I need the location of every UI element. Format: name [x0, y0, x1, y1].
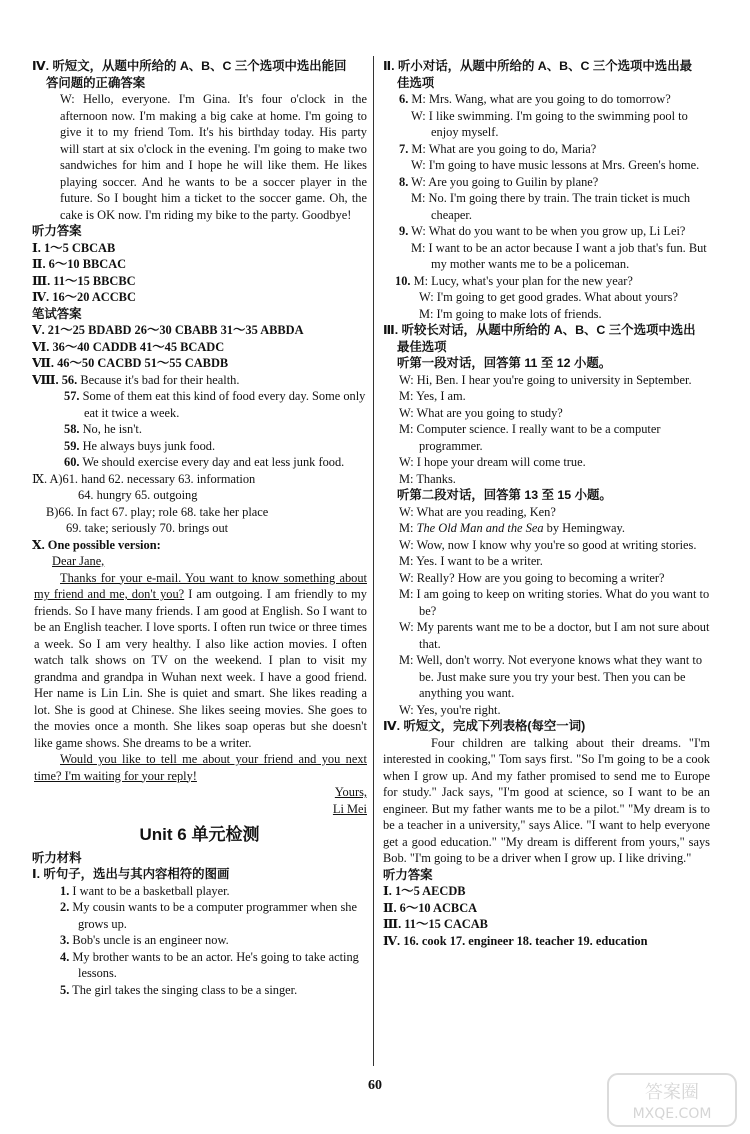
dialog-line: W: My parents want me to be a doctor, but I am not sure about that. [399, 620, 710, 651]
dialog-line: W: Wow, now I know why you're so good at writing stories. [399, 537, 697, 552]
listening-answers-title: 听力答案 [32, 224, 82, 238]
i-item [32, 899, 367, 932]
viii-item-num: 59. [64, 438, 80, 453]
right-column [383, 58, 710, 949]
section-iii-title: Ⅲ. 听较长对话，从题中所给的 A、B、C 三个选项中选出 [383, 323, 696, 337]
section-ii-title-cont: 佳选项 [397, 75, 435, 90]
viii-item-text: Some of them eat this kind of food every day. Some only eat it twice a week. [82, 389, 366, 420]
i-item [32, 982, 367, 999]
letter-greeting-text: Dear Jane, [52, 554, 105, 568]
ii-line-text: W: What do you want to be when you grow up, Li Lei? [411, 224, 686, 238]
dialog2-title: 听第二段对话，回答第 13 至 15 小题。 [397, 488, 612, 502]
letter-sign-name [32, 801, 367, 818]
listening-passage: W: Hello, everyone. I'm Gina. It's four o'clock in the afternoon now. I'm making a big cake at home. I'm going to give it to my friend Tom. It's his birthday today. His party will start at six o'clock in the evening. I'm going to make two sandwiches for him and I hope he will like them. He likes playing soccer. And he wants to be a soccer player in the future. So I bought him a ticket to the soccer game. Oh, the cake is OK now. I'm riding my bike to the party. Goodbye! [60, 92, 367, 222]
column-divider [373, 56, 374, 1066]
ix-line: 64. hungry 65. outgoing [78, 488, 198, 502]
ii-line: M: I want to be an actor because I want a job that's fun. But my mother wants me to be a policeman. [411, 240, 707, 271]
ii-line: W: I like swimming. I'm going to the swimming pool to enjoy myself. [411, 108, 688, 139]
dialog-speaker: M: [399, 521, 417, 535]
ii-line [383, 273, 710, 290]
dialog-line: M: Computer science. I really want to be a computer programmer. [399, 422, 661, 453]
ii-item-num: 7. [399, 141, 409, 156]
answer-line: Ⅱ. 6～10 ACBCA [383, 900, 478, 915]
ii-item-num: 8. [399, 174, 409, 189]
left-column [32, 58, 367, 998]
i-item-text: I want to be a basketball player. [72, 883, 230, 898]
i-item-text: The girl takes the singing class to be a singer. [72, 982, 298, 997]
i-item-text: My brother wants to be an actor. He's going to take acting lessons. [72, 949, 359, 980]
dialog-line: M: Yes. I want to be a writer. [399, 554, 543, 568]
ii-line [383, 141, 710, 158]
i-item-num: 4. [60, 949, 70, 964]
dialog-line [383, 520, 710, 537]
viii-item-num: 60. [64, 455, 80, 469]
i-item-num: 2. [60, 900, 70, 914]
dialog-line: W: Yes, you're right. [399, 702, 501, 717]
letter-sign-yours [32, 784, 367, 801]
answer-line: Ⅰ. 1～5 AECDB [383, 884, 466, 898]
ii-line-text: M: Mrs. Wang, what are you going to do tomorrow? [411, 92, 671, 106]
section-iv-title-cont: 答问题的正确答案 [46, 75, 146, 90]
ii-item [383, 273, 710, 323]
ii-line-text: W: Are you going to Guilin by plane? [411, 174, 599, 189]
dialog-line: M: Yes, I am. [399, 389, 466, 403]
answer-line: Ⅶ. 46～50 CACBD 51～55 CABDB [32, 356, 229, 370]
viii-item [32, 438, 367, 455]
viii-item [32, 388, 367, 421]
answer-line: Ⅰ. 1～5 CBCAB [32, 240, 116, 255]
viii-item-text: He always buys junk food. [82, 438, 216, 453]
ii-line: W: I'm going to get good grades. What about yours? [419, 290, 678, 304]
section-i-title: Ⅰ. 听句子，选出与其内容相符的图画 [32, 867, 230, 881]
i-item-num: 5. [60, 982, 70, 997]
viii-item [32, 421, 367, 438]
sign-yours-text: Yours, [334, 785, 367, 799]
letter-close [32, 751, 367, 784]
ix-line: B)66. In fact 67. play; role 68. take her place [46, 504, 269, 519]
unit-title: Unit 6 单元检测 [139, 825, 260, 844]
dialog-line: W: What are you reading, Ken? [399, 504, 556, 519]
i-item [32, 932, 367, 949]
ii-item [383, 141, 710, 174]
dialog-line: W: Hi, Ben. I hear you're going to university in September. [399, 372, 692, 387]
ii-item [383, 223, 710, 273]
iv-passage: Four children are talking about their dreams. "I'm interested in cooking," Tom says first. "So I'm going to be a cook when I grow up. And my father promised to send me to Europe for study." Jack says, "I'm good at science, so I want to be an engineer. But my father wants me to be a pilot." "My dream is to be a teacher in a university," says Alice. "I want to help everyone get a good education." "My dream is different from yours," says Bob. "I'm going to be a driver when I grow up. I like driving." [383, 735, 710, 865]
answer-line: Ⅴ. 21～25 BDABD 26～30 CBABB 31～35 ABBDA [32, 323, 304, 337]
ii-line-text: M: Lucy, what's your plan for the new year? [413, 273, 633, 288]
viii-item-text: We should exercise every day and eat less junk food. [82, 455, 345, 469]
i-item-num: 1. [60, 883, 70, 898]
dialog-line: W: What are you going to study? [399, 405, 563, 420]
answer-line: Ⅲ. 11～15 BBCBC [32, 273, 136, 288]
answer-line: Ⅵ. 36～40 CADDB 41～45 BCADC [32, 339, 225, 354]
ii-item-num: 10. [395, 273, 411, 288]
letter-intro: Thanks for your e-mail. You want to know something about my friend and me, don't you? [34, 570, 367, 601]
ii-line: M: No. I'm going there by train. The train ticket is much cheaper. [411, 191, 691, 222]
viii-item-num: 58. [64, 422, 80, 436]
viii-item [32, 454, 367, 471]
viii-item-num: 57. [64, 389, 80, 403]
viii-item-text: Because it's bad for their health. [80, 372, 240, 387]
section-iii-title-cont: 最佳选项 [397, 339, 447, 354]
ii-item [383, 91, 710, 141]
ii-line [383, 174, 710, 191]
letter-greeting [32, 553, 367, 570]
svg-text:答案圈: 答案圈 [645, 1082, 699, 1103]
i-item-num: 3. [60, 933, 70, 947]
i-item [32, 883, 367, 900]
i-item-text: Bob's uncle is an engineer now. [72, 933, 229, 947]
dialog-line: M: I am going to keep on writing stories. What do you want to be? [399, 587, 710, 618]
dialog-line: M: Thanks. [399, 471, 456, 486]
answer-line: Ⅱ. 6～10 BBCAC [32, 257, 127, 271]
sign-name-text: Li Mei [332, 801, 367, 816]
i-item [32, 949, 367, 982]
ii-line-text: M: What are you going to do, Maria? [411, 141, 597, 156]
viii-item-text: No, he isn't. [82, 422, 142, 436]
watermark-logo-icon [602, 1070, 742, 1130]
ii-item-num: 6. [399, 92, 409, 106]
ix-line: 69. take; seriously 70. brings out [66, 521, 229, 535]
letter-body [32, 570, 367, 752]
ii-line: W: I'm going to have music lessons at Mrs. Green's home. [411, 158, 700, 172]
dialog-line: W: I hope your dream will come true. [399, 455, 586, 469]
answer-line: Ⅲ. 11～15 CACAB [383, 917, 488, 931]
ii-line: M: I'm going to make lots of friends. [419, 306, 602, 321]
material-title: 听力材料 [32, 850, 82, 865]
answer-line: Ⅳ. 16～20 ACCBC [32, 290, 136, 304]
i-item-text: My cousin wants to be a computer programmer when she grows up. [72, 900, 357, 931]
ii-line [383, 223, 710, 240]
dialog-line: W: Really? How are you going to becoming a writer? [399, 570, 665, 585]
section-ii-title: Ⅱ. 听小对话，从题中所给的 A、B、C 三个选项中选出最 [383, 59, 692, 73]
ix-line: Ⅸ. A)61. hand 62. necessary 63. information [32, 471, 256, 486]
section-x-title: Ⅹ. One possible version: [32, 537, 161, 552]
answer-line: Ⅳ. 16. cook 17. engineer 18. teacher 19. education [383, 933, 648, 948]
ii-item [383, 174, 710, 224]
ii-line [383, 91, 710, 108]
viii-item [32, 372, 367, 389]
viii-item-num: Ⅷ. 56. [32, 372, 78, 387]
dialog-text: by Hemingway. [543, 521, 626, 535]
letter-close-text: Would you like to tell me about your friend and you next time? I'm waiting for your reply! [34, 752, 367, 783]
answers-title: 听力答案 [383, 867, 433, 882]
book-title: The Old Man and the Sea [416, 521, 544, 535]
letter-main: I am outgoing. I am friendly to my friends. So I have many friends. I am good at English. So I want to be an English teacher. I love sports. I often run twice or three times a week. So I am very healthy. I also like action movies. I often watch talk shows on TV on the weekend. I plan to visit my grandma and grandpa in Wuhan next week. I have a good friend. Her name is Lin Lin. She is quiet and smart. She likes reading a lot. She is good at Chinese. She likes seeing movies. She goes to the movies once a month. She likes soap operas but she doesn't like game shows. She dreams to be a writer. [34, 587, 367, 750]
section-iv-title: Ⅳ. 听短文，完成下列表格(每空一词) [383, 719, 586, 733]
dialog-line: M: Well, don't worry. Not everyone knows what they want to be. Just make sure you try your best. Then you can be anything you want. [399, 653, 703, 700]
svg-text:MXQE.COM: MXQE.COM [632, 1106, 712, 1122]
page-number: 60 [368, 1078, 382, 1093]
section-iv-title: Ⅳ. 听短文，从题中所给的 A、B、C 三个选项中选出能回 [32, 59, 347, 73]
written-answers-title: 笔试答案 [32, 306, 82, 321]
dialog1-title: 听第一段对话，回答第 11 至 12 小题。 [397, 356, 612, 370]
ii-item-num: 9. [399, 224, 409, 238]
